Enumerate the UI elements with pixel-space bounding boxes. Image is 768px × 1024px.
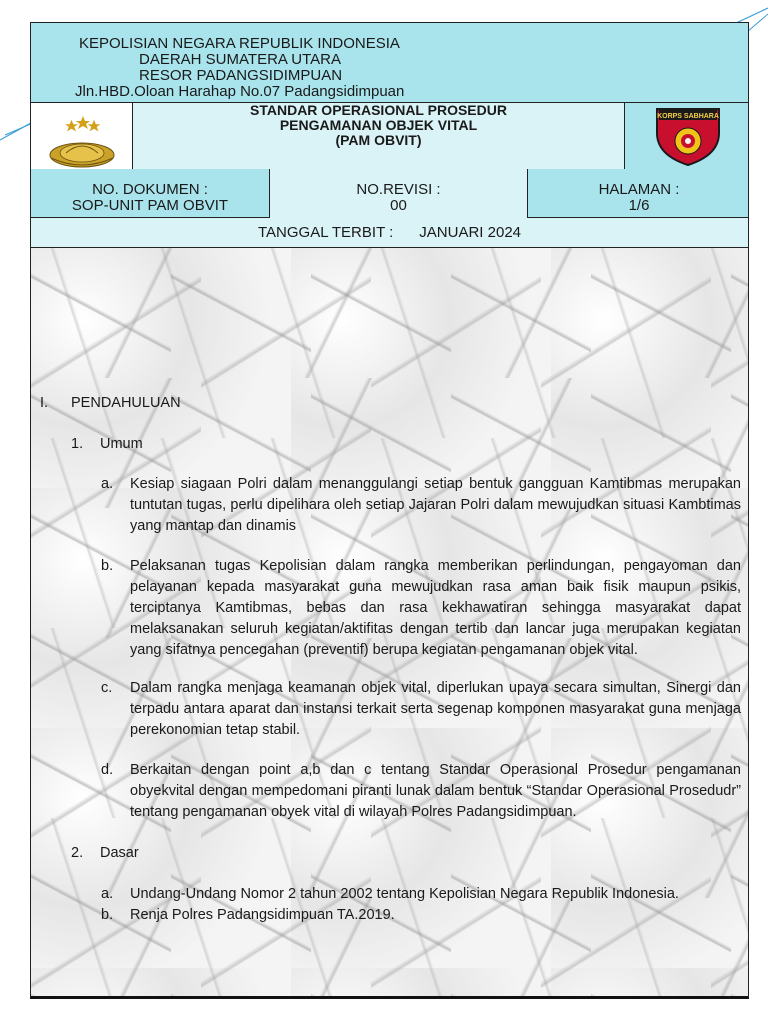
header-org-row [31,23,748,103]
page-value: 1/6 [628,197,650,214]
org-address: Jln.HBD.Oloan Harahap No.07 Padangsidimpuan [75,83,405,100]
korps-sabhara-shield-icon [625,103,749,169]
sop-title-block [133,103,625,169]
list-item-letter: b. [101,558,114,574]
sop-title-line-1: STANDAR OPERASIONAL PROSEDUR [250,102,507,118]
police-emblem-logo [31,103,133,169]
org-line-3: RESOR PADANGSIDIMPUAN [139,67,343,84]
list-item-text: Berkaitan dengan point a,b dan c tentang Standar Operasional Prosedur pengamanan obyekvital dengan mempedomani piranti lunak dalam bentuk “Standar Operasional Prosedudr” tentang pengamanan obyek vital di wilayah Polres Padangsidimpuan. [130,762,741,820]
issue-date-value: JANUARI 2024 [419,224,522,241]
subsection-dasar-heading [71,843,371,864]
subsection-umum-title: Umum [100,436,143,452]
document-info-row [31,169,748,218]
list-item-text: Renja Polres Padangsidimpuan TA.2019. [130,907,395,923]
issue-date-row [31,218,748,248]
section-title: PENDAHULUAN [71,395,181,411]
revision-value: 00 [390,197,407,214]
org-line-1: KEPOLISIAN NEGARA REPUBLIK INDONESIA [79,35,400,52]
section-number: I. [40,395,49,411]
list-item-letter: a. [101,476,114,492]
sop-title-line-2: PENGAMANAN OBJEK VITAL [279,117,478,133]
issue-date-label: TANGGAL TERBIT : [257,224,394,241]
org-line-2: DAERAH SUMATERA UTARA [139,51,341,68]
list-item-letter: d. [101,762,114,778]
subsection-dasar-number: 2. [71,845,84,861]
list-item-letter: c. [101,680,113,696]
revision-label: NO.REVISI : [356,181,441,198]
tribrata-emblem-icon [31,103,132,169]
subsection-umum-heading [71,434,371,455]
list-item-text: Kesiap siagaan Polri dalam menanggulangi setiap bentuk gangguan Kamtibmas merupakan tuntutan tugas, perlu dipelihara oleh setiap Jajaran Polri dalam mewujudkan situasi Kambtimas yang mantap dan dinamis [130,476,741,534]
doc-number-value: SOP-UNIT PAM OBVIT [71,197,229,214]
list-item-text: Undang-Undang Nomor 2 tahun 2002 tentang Kepolisian Negara Republik Indonesia. [130,886,679,902]
subsection-dasar-title: Dasar [100,845,139,861]
list-item-text: Dalam rangka menjaga keamanan objek vital, diperlukan upaya secara simultan, Sinergi dan terpadu antara aparat dan instansi terkait serta segenap komponen masyarakat guna menjaga perekonomian tetap stabil. [130,680,741,738]
subsection-umum-number: 1. [71,436,84,452]
list-item-letter: a. [101,886,114,902]
list-item-text: Pelaksanan tugas Kepolisian dalam rangka memberikan perlindungan, pengayoman dan pelayanan kepada masyarakat guna mewujudkan rasa aman baik fisik maupun psikis, terciptanya Kamtibmas, bebas dan rasa kekhawatiran sehingga masyarakat dapat melaksanakan seluruh kegiatan/aktifitas dengan tertib dan lancar juga merupakan kegiatan yang sifatnya pencegahan (preventif) berupa kegiatan pengamanan objek vital. [130,558,741,658]
list-item [101,678,741,741]
list-item [101,474,741,537]
page-cell [528,169,749,218]
doc-number-label: NO. DOKUMEN : [92,181,208,198]
sop-document-page [30,22,749,999]
sabhara-badge-logo [625,103,749,169]
marble-body-area [31,248,748,999]
list-item [101,556,741,661]
list-item [101,905,741,926]
header-title-row [31,103,748,169]
org-block [75,35,405,100]
list-item [101,884,741,905]
revision-cell [270,169,528,218]
page-label: HALAMAN : [598,181,680,198]
list-item [101,760,741,823]
doc-number-cell [31,169,270,218]
sop-title-line-3: (PAM OBVIT) [335,132,422,148]
badge-text: KORPS SABHARA [657,113,719,120]
section-heading [40,393,340,414]
list-item-letter: b. [101,907,114,923]
